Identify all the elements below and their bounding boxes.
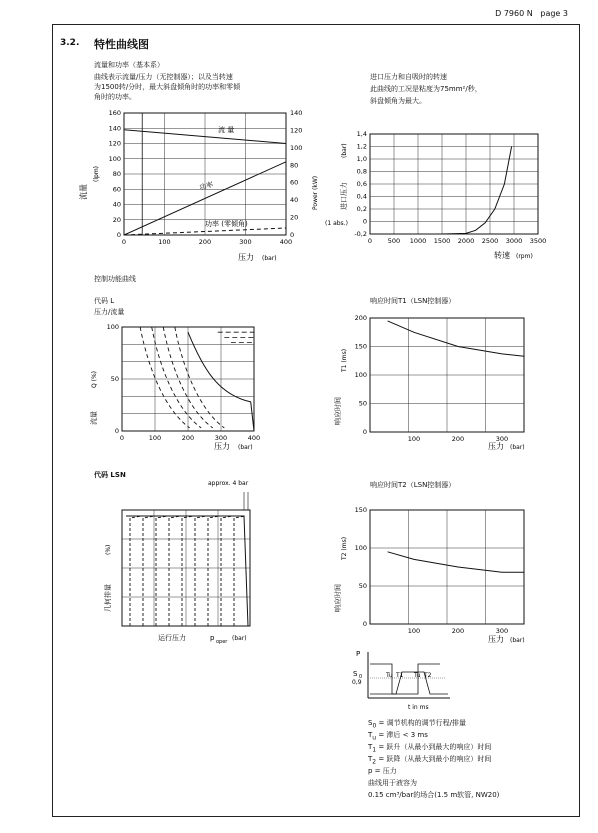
chart1-curve-flow: 流 量 <box>218 126 235 134</box>
chart1-curve-power: 功率 <box>198 180 215 192</box>
timing-s-val: 0,9 <box>352 679 362 686</box>
chart3-ylabel: 流量 <box>90 411 98 425</box>
y-tick-label: 0,6 <box>356 180 367 188</box>
x-tick-label: 0 <box>121 238 127 246</box>
timing-t1: T1 <box>396 672 404 679</box>
y-tick-label: 100 <box>106 323 119 331</box>
x-tick-label: 1500 <box>433 237 451 245</box>
x-tick-label: 2000 <box>457 237 475 245</box>
chart2-xunit: (rpm) <box>516 253 533 260</box>
chart2-desc-3: 斜盘倾角为最大。 <box>370 97 426 105</box>
x-tick-label: 2500 <box>481 237 499 245</box>
timing-t2: T2 <box>424 672 432 679</box>
chart5-approx: approx. 4 bar <box>208 480 249 487</box>
x-tick-label: 300 <box>495 435 509 443</box>
timing-s: S <box>353 670 358 678</box>
y-tick-label: 0,4 <box>356 192 367 201</box>
y-tick-label: 160 <box>108 109 121 117</box>
x-tick-label: 400 <box>279 238 293 246</box>
chart5-code: 代码 LSN <box>94 471 126 479</box>
timing-pressure-signal <box>370 664 440 694</box>
y-tick-label: 50 <box>110 375 119 383</box>
chart3-code: 代码 L <box>94 297 115 305</box>
y-tick-label: 100 <box>354 544 367 552</box>
chart2-xlabel: 转速 <box>494 251 510 260</box>
legend-row: $T_u$ = 滞后 < 3 ms <box>368 731 428 742</box>
chart1-ylabel2: Power (kW) <box>312 175 319 210</box>
chart1-heading: 流量和功率（基本系） <box>94 61 164 69</box>
chart4-title: 响应时间T1（LSN控制器） <box>370 297 456 305</box>
chart2-desc-1: 进口压力和自吸时的转速 <box>370 73 447 81</box>
x-tick-label: 500 <box>387 237 401 245</box>
timing-p: P <box>356 650 361 658</box>
x-tick-label: 300 <box>495 627 509 635</box>
timing-tu1: Tu <box>386 672 393 679</box>
x-tick-label: 300 <box>239 238 252 246</box>
section-number: 3.2. <box>60 38 80 48</box>
y-tick-label: 0 <box>362 428 367 436</box>
y-tick-label: 1,4 <box>356 130 367 138</box>
y2-tick-label: 120 <box>290 126 303 135</box>
section-title: 特性曲线图 <box>94 38 149 51</box>
y-tick-label: 200 <box>354 314 367 322</box>
y-tick-label: 50 <box>358 582 367 590</box>
page-header: D 7960 N page 3 <box>495 9 568 18</box>
y-tick-label: 1,0 <box>356 155 367 163</box>
chart5-xsub: oper <box>216 639 228 645</box>
x-tick-label: 400 <box>247 434 261 442</box>
timing-tu2: Tu <box>414 672 421 679</box>
y-tick-label: 0,8 <box>356 167 367 176</box>
chart3-yunit: Q (%) <box>91 370 98 388</box>
chart2-yabs: (1 abs.) <box>325 220 348 227</box>
chart3-sub: 压力/流量 <box>94 308 125 316</box>
chart4-yunit: T1 (ms) <box>341 348 348 372</box>
y-tick-label: 120 <box>108 139 121 148</box>
chart3-xlabel: 压力 <box>214 442 230 451</box>
chart5-xunit2: (bar) <box>232 635 247 642</box>
y-tick-label: 100 <box>108 154 121 163</box>
chart5-ylabel: 几何排量 <box>104 584 112 612</box>
y-tick-label: 0 <box>114 427 119 435</box>
y-tick-label: 100 <box>354 371 367 379</box>
y-tick-label: 150 <box>354 506 367 514</box>
chart6-xlabel: 压力 <box>488 635 504 644</box>
chart4-ylabel: 响应时间 <box>334 397 342 425</box>
y-tick-label: 0 <box>362 620 367 628</box>
x-tick-label: 100 <box>407 627 421 635</box>
chart5-xunit: p <box>210 634 215 642</box>
note-line-1: 曲线用于液容为 <box>368 779 417 787</box>
chart6-yunit: T2 (ms) <box>341 536 348 560</box>
chart6-title: 响应时间T2（LSN控制器） <box>370 481 456 489</box>
y2-tick-label: 100 <box>290 143 303 152</box>
y-tick-label: 60 <box>112 185 121 194</box>
x-tick-label: 200 <box>451 435 465 443</box>
legend-row: $T_2$ = 跃降（从最大到最小的响应）时间 <box>368 755 492 766</box>
chart1-desc-1: 曲线表示流量/压力（无控制器）；以及当转速 <box>94 73 233 81</box>
x-tick-label: 100 <box>148 434 162 442</box>
x-tick-label: 3000 <box>505 237 523 245</box>
chart5-yunit: (%) <box>105 544 112 555</box>
legend-row: $S_0$ = 调节机构的调节行程/排量 <box>368 719 466 730</box>
chart1-xunit: (bar) <box>262 255 277 262</box>
x-tick-label: 3500 <box>529 237 547 245</box>
y-tick-label: 20 <box>112 215 121 224</box>
y2-tick-label: 80 <box>290 161 299 170</box>
chart1-desc-2: 为1500转/分时，最大斜盘倾角时的功率和零倾 <box>94 83 241 91</box>
timing-xlabel: t in ms <box>408 704 429 711</box>
y-tick-label: 50 <box>358 399 367 408</box>
y-tick-label: 0,2 <box>356 205 367 213</box>
chart1-curve-power-zero: 功率 (零倾角) <box>205 220 248 228</box>
x-tick-label: 200 <box>451 627 465 635</box>
note-line-2: 0.15 cm³/bar的场合(1.5 m软管, NW20) <box>368 791 500 799</box>
chart1-ylabel: 流量 <box>79 184 88 200</box>
y-tick-label: 0 <box>116 231 121 239</box>
x-tick-label: 200 <box>198 238 212 246</box>
x-tick-label: 300 <box>214 434 228 442</box>
control-heading: 控制功能曲线 <box>94 275 136 283</box>
chart5-xlabel: 运行压力 <box>158 634 186 642</box>
y-tick-label: 40 <box>112 200 121 209</box>
y-tick-label: -0,2 <box>354 230 367 238</box>
chart6-xunit: (bar) <box>510 637 525 644</box>
x-tick-label: 0 <box>119 434 125 442</box>
y2-tick-label: 20 <box>290 213 299 222</box>
legend-row: $T_1$ = 跃升（从最小到最大的响应）时间 <box>368 743 492 754</box>
y-tick-label: 150 <box>354 342 367 351</box>
x-tick-label: 0 <box>367 237 373 245</box>
chart4-xunit: (bar) <box>510 444 525 451</box>
chart2-ylabel: 进口压力 <box>340 182 348 210</box>
y2-tick-label: 140 <box>290 109 303 117</box>
legend-row: p = 压力 <box>368 767 397 775</box>
y2-tick-label: 40 <box>290 196 299 205</box>
chart1-desc-3: 角时的功率。 <box>94 93 136 101</box>
chart6-ylabel: 响应时间 <box>334 584 342 612</box>
y2-tick-label: 60 <box>290 178 299 187</box>
y-tick-label: 1,2 <box>356 142 367 151</box>
x-tick-label: 1000 <box>409 237 427 245</box>
y-tick-label: 0 <box>362 217 367 226</box>
chart4-xlabel: 压力 <box>488 442 504 451</box>
chart1-yunit: (lpm) <box>93 165 100 182</box>
chart1-xlabel: 压力 <box>238 253 254 262</box>
timing-stroke-signal <box>370 672 448 694</box>
chart2-yunit: (bar) <box>341 143 348 158</box>
x-tick-label: 100 <box>407 435 421 443</box>
chart2-desc-2: 此曲线的工况是粘度为75mm²/秒， <box>370 85 482 93</box>
timing-s-sub: 0 <box>359 674 363 680</box>
x-tick-label: 200 <box>181 434 195 442</box>
y2-tick-label: 0 <box>290 231 295 239</box>
y-tick-label: 80 <box>112 170 121 178</box>
chart3-xunit: (bar) <box>238 444 253 451</box>
x-tick-label: 100 <box>158 238 171 246</box>
y-tick-label: 140 <box>108 124 121 133</box>
